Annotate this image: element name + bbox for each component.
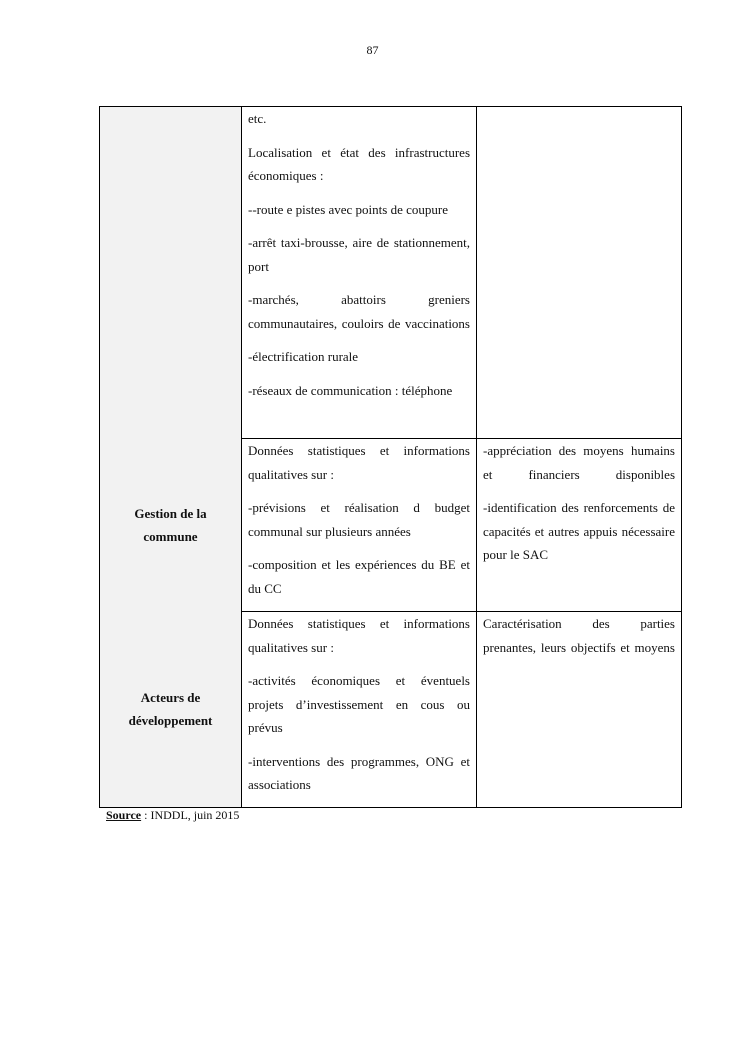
page-number: 87 bbox=[366, 43, 379, 57]
row-label: Acteurs de développement bbox=[100, 612, 242, 808]
table-row bbox=[100, 612, 682, 808]
list-item: Données statistiques et informations qualitatives sur : bbox=[248, 443, 470, 482]
list-item: -interventions des programmes, ONG et associations bbox=[248, 753, 470, 792]
list-item: Caractérisation des parties prenantes, leurs objectifs et moyens bbox=[483, 616, 675, 655]
list-item: Localisation et état des infrastructures économiques : bbox=[248, 144, 470, 183]
result-cell bbox=[477, 612, 682, 808]
data-table bbox=[99, 106, 682, 808]
list-item: -appréciation des moyens humains et financiers disponibles bbox=[483, 443, 675, 482]
table-row bbox=[100, 439, 682, 612]
list-item: -composition et les expériences du BE et du CC bbox=[248, 557, 470, 596]
result-cell bbox=[477, 439, 682, 612]
list-item: -électrification rurale bbox=[248, 349, 359, 364]
data-cell bbox=[242, 439, 477, 612]
source-note bbox=[106, 808, 239, 823]
data-cell bbox=[242, 612, 477, 808]
list-item: -marchés, abattoirs greniers communautaires, couloirs de vaccinations bbox=[248, 292, 470, 331]
table-row bbox=[100, 107, 682, 439]
list-item: --route e pistes avec points de coupure bbox=[248, 201, 448, 217]
result-cell bbox=[477, 107, 682, 439]
list-item: -activités économiques et éventuels projets d’investissement en cous ou prévus bbox=[248, 673, 470, 735]
list-item: Données statistiques et informations qualitatives sur : bbox=[248, 616, 470, 655]
row-label: Gestion de la commune bbox=[100, 439, 242, 612]
source-text: : INDDL, juin 2015 bbox=[141, 808, 240, 822]
list-item: -prévisions et réalisation d budget communal sur plusieurs années bbox=[248, 500, 470, 539]
data-cell bbox=[242, 107, 477, 439]
list-item: -réseaux de communication : téléphone bbox=[248, 382, 453, 398]
source-label: Source bbox=[106, 808, 142, 822]
list-item: -identification des renforcements de capacités et autres appuis nécessaire pour le SAC bbox=[483, 500, 675, 562]
list-item: -arrêt taxi-brousse, aire de stationnement, port bbox=[248, 235, 470, 274]
list-item: etc. bbox=[248, 111, 267, 126]
row-label bbox=[100, 107, 242, 439]
